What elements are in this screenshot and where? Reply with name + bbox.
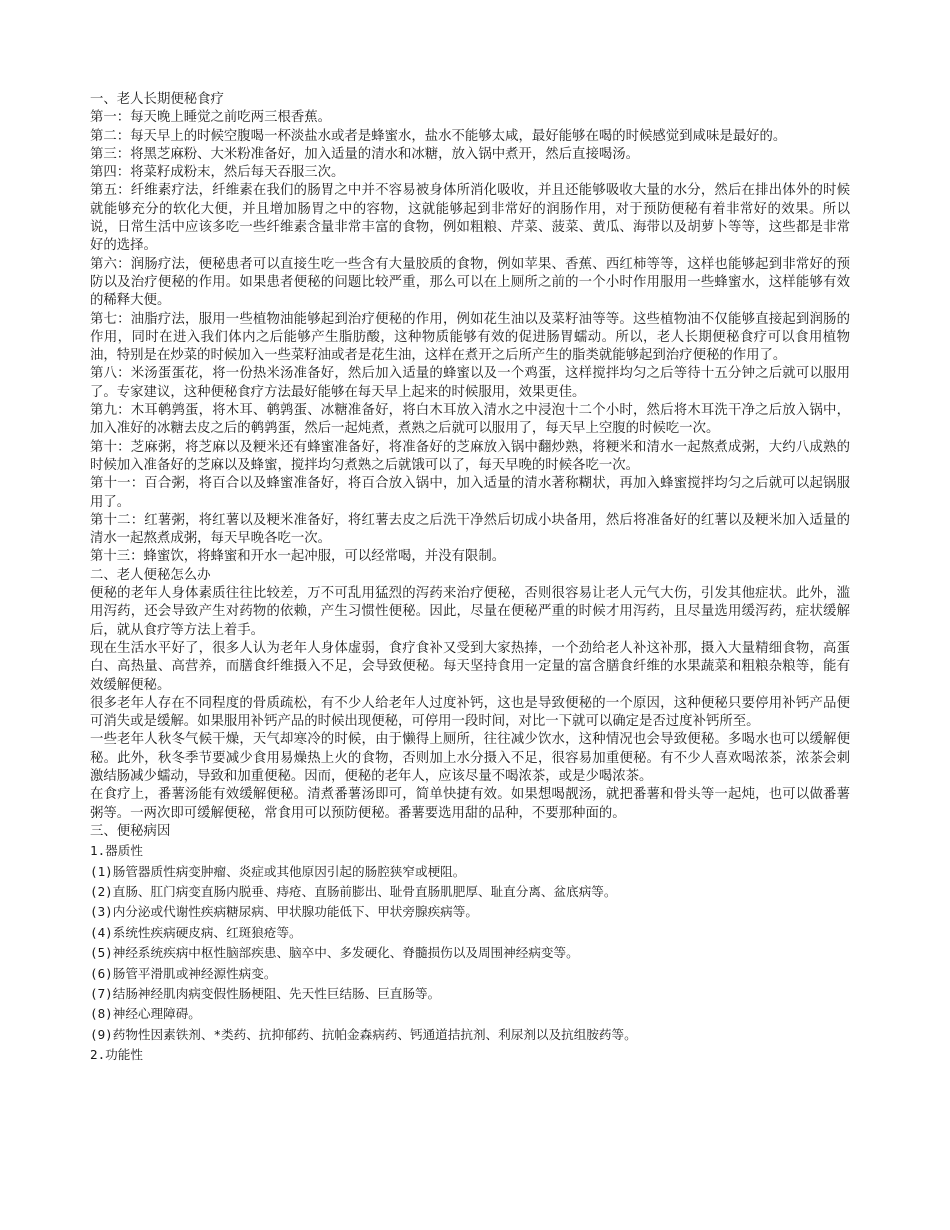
cause-item: (8)神经心理障碍。 (90, 1006, 201, 1022)
advice-paragraph: 便秘的老年人身体素质往往比较差，万不可乱用猛烈的泻药来治疗便秘，否则很容易让老人元气大伤，引发其他症状。此外，滥用泻药，还会导致产生对药物的依赖，产生习惯性便秘。因此，尽量在便秘严重的时候才用泻药，且尽量选用缓泻药，症状缓解后，就从食疗等方法上着手。 (90, 586, 850, 638)
section-heading-what-to-do: 二、老人便秘怎么办 (90, 567, 211, 583)
cause-item: (5)神经系统疾病中枢性脑部疾患、脑卒中、多发硬化、脊髓损伤以及周围神经病变等。 (90, 945, 579, 961)
remedy-item: 第十三：蜂蜜饮，将蜂蜜和开水一起冲服，可以经常喝，并没有限制。 (90, 549, 506, 565)
advice-paragraph: 一些老年人秋冬气候干燥，天气却寒冷的时候，由于懒得上厕所，往往减少饮水，这种情况也会导致便秘。多喝水也可以缓解便秘。此外，秋冬季节要减少食用易燥热上火的食物，否则加上水分摄入不足，很容易加重便秘。有不少人喜欢喝浓茶，浓茶会刺激结肠减少蠕动，导致和加重便秘。因而，便秘的老年人，应该尽量不喝浓茶，或是少喝浓茶。 (90, 732, 850, 784)
remedy-item: 第十：芝麻粥，将芝麻以及粳米还有蜂蜜准备好，将准备好的芝麻放入锅中翻炒熟，将粳米和清水一起熬煮成粥，大约八成熟的时候加入准备好的芝麻以及蜂蜜，搅拌均匀煮熟之后就饿可以了，每天早晚的时候各吃一次。 (90, 439, 850, 473)
cause-item: (4)系统性疾病硬皮病、红斑狼疮等。 (90, 924, 302, 940)
remedy-item: 第五：纤维素疗法，纤维素在我们的肠胃之中并不容易被身体所消化吸收，并且还能够吸收大量的水分，然后在排出体外的时候就能够充分的软化大便，并且增加肠胃之中的容物，这就能够起到非常好的润肠作用，对于预防便秘有着非常好的效果。所以说，日常生活中应该多吃一些纤维素含量非常丰富的食物，例如粗粮、芹菜、菠菜、黄瓜、海带以及胡萝卜等等，这些都是非常好的选择。 (90, 183, 850, 254)
cause-item: (6)肠管平滑肌或神经源性病变。 (90, 965, 277, 981)
remedy-item: 第三：将黑芝麻粉、大米粉准备好，加入适量的清水和冰糖，放入锅中煮开，然后直接喝汤。 (90, 146, 640, 162)
cause-item: (9)药物性因素铁剂、*类药、抗抑郁药、抗帕金森病药、钙通道拮抗剂、利尿剂以及抗组胺药等。 (90, 1026, 637, 1042)
section-heading-causes: 三、便秘病因 (90, 823, 171, 839)
cause-item: (3)内分泌或代谢性疾病糖尿病、甲状腺功能低下、甲状旁腺疾病等。 (90, 904, 478, 920)
advice-paragraph: 现在生活水平好了，很多人认为老年人身体虚弱，食疗食补又受到大家热捧，一个劲给老人补这补那，摄入大量精细食物，高蛋白、高热量、高营养，而膳食纤维摄入不足，会导致便秘。每天坚持食用一定量的富含膳食纤维的水果蔬菜和粗粮杂粮等，能有效缓解便秘。 (90, 640, 850, 693)
subheading-organic: 1.器质性 (90, 843, 143, 859)
remedy-item: 第九：木耳鹌鹑蛋，将木耳、鹌鹑蛋、冰糖准备好，将白木耳放入清水之中浸泡十二个小时，然后将木耳洗干净之后放入锅中，加入准好的冰糖去皮之后的鹌鹑蛋，然后一起炖煮，煮熟之后就可以服用了，每天早上空腹的时候吃一次。 (90, 403, 850, 437)
subheading-functional: 2.功能性 (90, 1047, 143, 1063)
remedy-item: 第十一：百合粥，将百合以及蜂蜜准备好，将百合放入锅中，加入适量的清水著称糊状，再加入蜂蜜搅拌均匀之后就可以起锅服用了。 (90, 476, 850, 510)
cause-item: (2)直肠、肛门病变直肠内脱垂、痔疮、直肠前膨出、耻骨直肠肌肥厚、耻直分离、盆底病等。 (90, 883, 617, 899)
cause-item: (7)结肠神经肌肉病变假性肠梗阻、先天性巨结肠、巨直肠等。 (90, 986, 441, 1002)
remedy-item: 第六：润肠疗法，便秘患者可以直接生吃一些含有大量胶质的食物，例如苹果、香蕉、西红柿等等，这样也能够起到非常好的预防以及治疗便秘的作用。如果患者便秘的问题比较严重，那么可以在上厕所之前的一个小时作用服用一些蜂蜜水，这样能够有效的稀释大便。 (90, 256, 850, 309)
advice-paragraph: 在食疗上，番薯汤能有效缓解便秘。清煮番薯汤即可，简单快捷有效。如果想喝靓汤，就把番薯和骨头等一起炖，也可以做番薯粥等。一两次即可缓解便秘，常食用可以预防便秘。番薯要选用甜的品种，不要那种面的。 (90, 787, 850, 821)
remedy-item: 第八：米汤蛋蛋花，将一份热米汤准备好，然后加入适量的蜂蜜以及一个鸡蛋，这样搅拌均匀之后等待十五分钟之后就可以服用了。专家建议，这种便秘食疗方法最好能够在每天早上起来的时候服用，效果更佳。 (90, 366, 850, 400)
advice-paragraph: 很多老年人存在不同程度的骨质疏松，有不少人给老年人过度补钙，这也是导致便秘的一个原因，这种便秘只要停用补钙产品便可消失或是缓解。如果服用补钙产品的时候出现便秘，可停用一段时间，对比一下就可以确定是否过度补钙所至。 (90, 695, 850, 730)
remedy-item: 第四：将菜籽成粉末，然后每天吞服三次。 (90, 165, 345, 181)
document-body (90, 91, 850, 1066)
remedy-item: 第一：每天晚上睡觉之前吃两三根香蕉。 (90, 110, 332, 126)
cause-item: (1)肠管器质性病变肿瘤、炎症或其他原因引起的肠腔狭窄或梗阻。 (90, 863, 466, 879)
remedy-item: 第七：油脂疗法，服用一些植物油能够起到治疗便秘的作用，例如花生油以及菜籽油等等。这些植物油不仅能够直接起到润肠的作用，同时在进入我们体内之后能够产生脂肪酸，这种物质能够有效的促进肠胃蠕动。所以，老人长期便秘食疗可以食用植物油，特别是在炒菜的时候加入一些菜籽油或者是花生油，这样在煮开之后所产生的脂类就能够起到治疗便秘的作用了。 (90, 311, 850, 364)
remedy-item: 第二：每天早上的时候空腹喝一杯淡盐水或者是蜂蜜水，盐水不能够太咸，最好能够在喝的时候感觉到咸味是最好的。 (90, 128, 787, 144)
section-heading-remedies: 一、老人长期便秘食疗 (90, 92, 224, 107)
remedy-item: 第十二：红薯粥，将红薯以及粳米准备好，将红薯去皮之后洗干净然后切成小块备用，然后将准备好的红薯以及粳米加入适量的清水一起熬煮成粥，每天早晚各吃一次。 (90, 512, 850, 547)
